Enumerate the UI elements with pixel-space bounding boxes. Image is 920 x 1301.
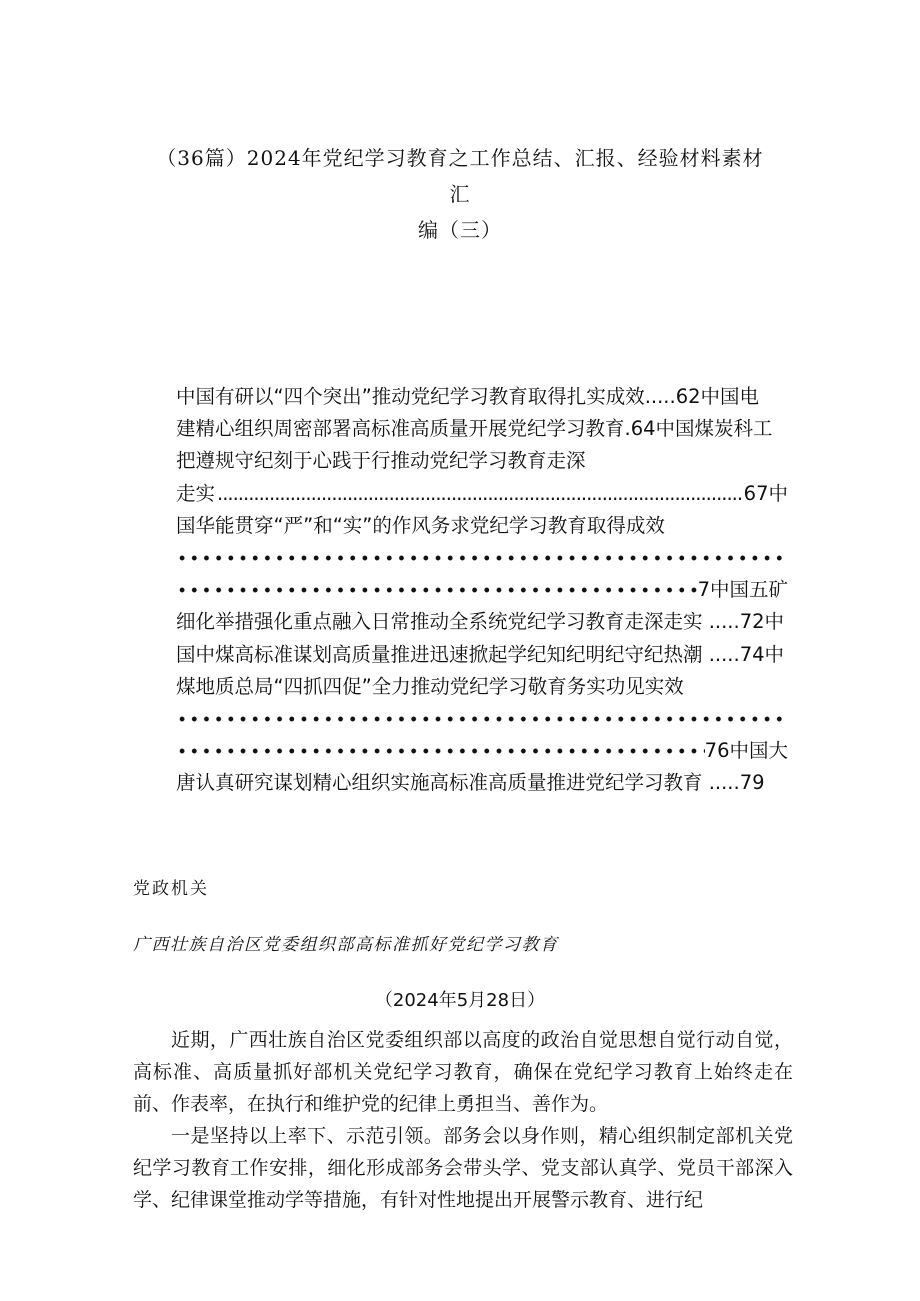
toc-page-number: 76中国大 xyxy=(704,739,788,763)
article-body xyxy=(133,1024,793,1216)
toc-line xyxy=(176,478,788,510)
dot-leader-line xyxy=(176,703,788,735)
toc-page-number: 7中国五矿 xyxy=(697,578,788,602)
article-date: （2024年5月28日） xyxy=(374,990,546,1011)
toc-line: 煤地质总局“四抓四促”全力推动党纪学习敬育务实功见实效 xyxy=(176,674,684,698)
toc-entry-text: 走实 xyxy=(176,481,216,505)
article-title: 广西壮族自治区党委组织部高标准抓好党纪学习教育 xyxy=(133,935,559,955)
toc-line: 唐认真研究谋划精心组织实施高标准高质量推进党纪学习教育 .....79 xyxy=(176,771,765,795)
dot-leader xyxy=(176,554,782,562)
table-of-contents xyxy=(176,381,788,799)
dot-leader-line xyxy=(176,542,788,574)
toc-line: 把遵规守纪刻于心践于行推动党纪学习教育走深 xyxy=(176,449,586,473)
toc-page-number: 67中 xyxy=(743,481,788,505)
paragraph: 近期，广西壮族自治区党委组织部以高度的政治自觉思想自觉行动自觉，高标准、高质量抓好部机关党纪学习教育，确保在党纪学习教育上始终走在前、作表率，在执行和维护党的纪律上勇担当、善作为。 xyxy=(133,1029,793,1115)
title-line-2: 编（三） xyxy=(418,218,502,242)
dot-leader xyxy=(176,747,705,755)
toc-line xyxy=(176,574,788,606)
toc-line: 细化举措强化重点融入日常推动全系统党纪学习教育走深走实 .....72中 xyxy=(176,610,785,634)
toc-line: 国中煤高标准谋划高质量推进迅速掀起学纪知纪明纪守纪热潮 .....74中 xyxy=(176,642,785,666)
dot-leader xyxy=(176,715,782,723)
section-heading: 党政机关 xyxy=(133,879,209,899)
toc-line xyxy=(176,735,788,767)
toc-line: 国华能贯穿“严”和“实”的作风务求党纪学习教育取得成效 xyxy=(176,513,665,537)
toc-line: 建精心组织周密部署高标准高质量开展党纪学习教育.64中国煤炭科工 xyxy=(176,417,773,441)
title-line-1: （36篇）2024年党纪学习教育之工作总结、汇报、经验材料素材汇 xyxy=(156,146,764,206)
dot-leader xyxy=(217,478,742,510)
paragraph: 一是坚持以上率下、示范引领。部务会以身作则，精心组织制定部机关党纪学习教育工作安排，细化形成部务会带头学、党支部认真学、党员干部深入学、纪律课堂推动学等措施，有针对性地提出开展警示教育、进行纪 xyxy=(133,1125,793,1211)
document-title xyxy=(150,140,770,248)
dot-leader xyxy=(176,586,698,594)
toc-line: 中国有研以“四个突出”推动党纪学习教育取得扎实成效.....62中国电 xyxy=(176,385,760,408)
